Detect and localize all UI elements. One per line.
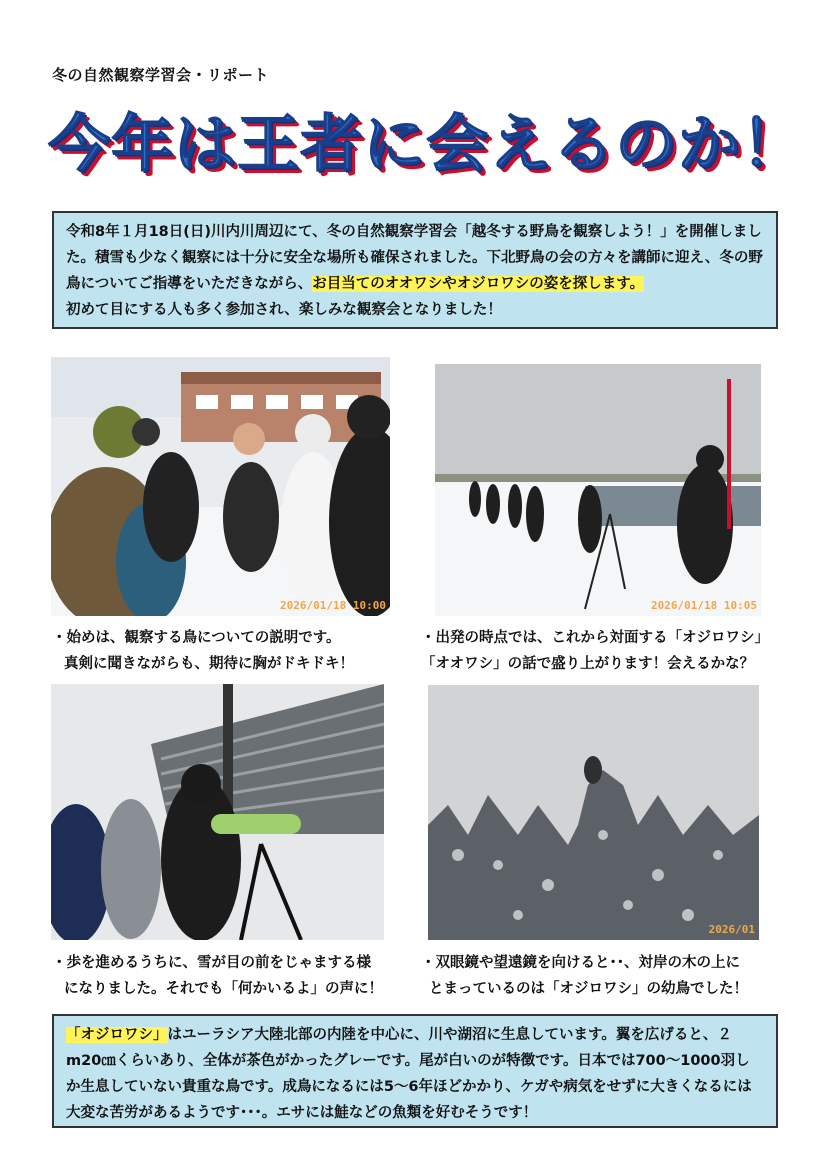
photo-timestamp: 2026/01/18 10:05 bbox=[651, 599, 757, 612]
photo-eagle-tree bbox=[428, 685, 759, 940]
headline: 今年は王者に会えるのか！ bbox=[48, 107, 805, 180]
intro-box bbox=[52, 211, 778, 329]
outro-highlight: 「オジロワシ」 bbox=[66, 1027, 168, 1043]
caption-2 bbox=[421, 625, 769, 677]
outro-box bbox=[52, 1014, 778, 1128]
photo-snow-walk bbox=[51, 684, 384, 940]
photo-timestamp: 2026/01/18 10:00 bbox=[280, 599, 386, 612]
photo-timestamp: 2026/01 bbox=[708, 923, 755, 936]
intro-tail: 初めて目にする人も多く参加され、楽しみな観察会となりました！ bbox=[66, 302, 502, 318]
caption-line: ・出発の時点では、これから対面する「オジロワシ」 bbox=[421, 630, 769, 646]
caption-line: とまっているのは「オジロワシ」の幼鳥でした！ bbox=[429, 981, 748, 997]
caption-line: ・歩を進めるうちに、雪が目の前をじゃまする様 bbox=[52, 955, 371, 971]
caption-1 bbox=[52, 625, 354, 677]
outro-text: はユーラシア大陸北部の内陸を中心に、川や湖沼に生息しています。翼を広げると、２m20㎝くらいあり、全体が茶色がかったグレーです。尾が白いのが特徴です。日本では700～1000羽しか生息していない貴重な鳥です。成鳥になるには5～6年ほどかかり、ケガや病気をせずに大きくなるには大変な苦労があるようです･･･。エサには鮭などの魚類を好むそうです！ bbox=[66, 1027, 752, 1121]
caption-line: ・双眼鏡や望遠鏡を向けると･･、対岸の木の上に bbox=[421, 955, 740, 971]
caption-line: 真剣に聞きながらも、期待に胸がドキドキ！ bbox=[64, 656, 354, 672]
caption-line: になりました。それでも「何かいるよ」の声に！ bbox=[64, 981, 383, 997]
photo-briefing bbox=[51, 357, 390, 616]
report-subtitle: 冬の自然観察学習会・リポート bbox=[52, 66, 270, 84]
caption-line: 「オオワシ」の話で盛り上がります！会えるかな？ bbox=[421, 656, 755, 672]
photo-departure bbox=[435, 364, 761, 616]
intro-highlight: お目当てのオオワシやオジロワシの姿を探します。 bbox=[312, 276, 645, 292]
caption-4 bbox=[421, 950, 748, 1002]
caption-line: ・始めは、観察する鳥についての説明です。 bbox=[52, 630, 341, 646]
caption-3 bbox=[52, 950, 383, 1002]
intro-lead: 令和8年１月18日(日)川内川周辺にて、冬の自然観察学習会「越冬する野鳥を観察しよう！」を開催しました。積雪も少なく観察には十分に安全な場所も確保されました。下北野鳥の会の方々を講師に迎え、冬の野鳥についてご指導をいただきながら、 bbox=[66, 224, 763, 292]
